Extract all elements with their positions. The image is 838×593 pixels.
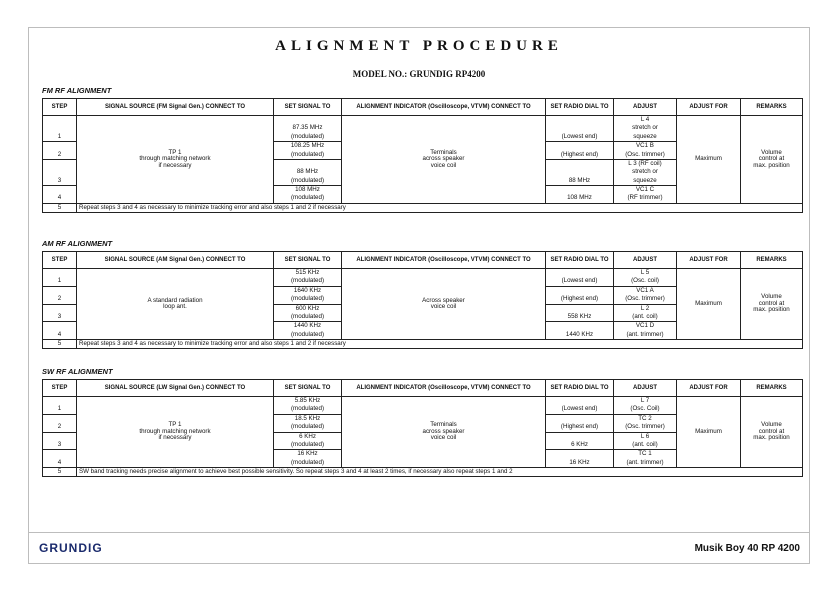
set-signal-cell: 18.5 KHz (274, 414, 342, 423)
set-signal-cell: 16 KHz (274, 450, 342, 459)
dial-cell: (Highest end) (546, 151, 614, 160)
set-signal-cell: (modulated) (274, 405, 342, 414)
signal-source-line: TP 1 (168, 421, 182, 429)
step-cell: 1 (43, 405, 77, 414)
adjust-cell: (Osc. trimmer) (614, 151, 677, 160)
header-adjust-for: ADJUST FOR (677, 99, 741, 116)
set-signal-cell: 515 KHz (274, 269, 342, 278)
set-signal-cell: 88 MHz (274, 168, 342, 176)
step-cell (43, 142, 77, 151)
signal-source-cell (77, 397, 274, 468)
header-row (43, 99, 803, 116)
indicator-cell (342, 397, 546, 468)
set-signal-cell: 108 MHz (274, 186, 342, 195)
set-signal-cell: (modulated) (274, 295, 342, 304)
dial-cell: 558 KHz (546, 313, 614, 322)
remarks-line: max. position (753, 306, 790, 314)
step-cell: 3 (43, 177, 77, 186)
step-cell: 2 (43, 423, 77, 432)
repeat-step: 5 (43, 203, 77, 212)
adjust-cell: L 4 (614, 116, 677, 125)
remarks-cell (741, 269, 803, 340)
header-indicator: ALIGNMENT INDICATOR (Oscilloscope, VTVM) CONNECT TO (342, 252, 546, 269)
signal-source-line: through matching network (139, 155, 211, 163)
signal-source-cell (77, 269, 274, 340)
dial-cell (546, 414, 614, 423)
remarks-line: control at (758, 155, 785, 163)
signal-source-line: TP 1 (168, 148, 182, 156)
adjust-cell: L 6 (614, 432, 677, 441)
footer-divider (28, 532, 810, 533)
dial-cell: (Lowest end) (546, 405, 614, 414)
adjust-cell: (RF trimmer) (614, 195, 677, 204)
indicator-line: voice coil (430, 434, 457, 442)
step-cell (43, 159, 77, 168)
remarks-line: Volume (761, 148, 782, 156)
header-dial: SET RADIO DIAL TO (546, 252, 614, 269)
dial-cell: (Highest end) (546, 295, 614, 304)
adjust-for-cell: Maximum (677, 269, 741, 340)
indicator-line: across speaker (422, 427, 465, 435)
signal-source-line: through matching network (139, 427, 211, 435)
dial-cell: (Highest end) (546, 423, 614, 432)
step-cell (43, 450, 77, 459)
header-indicator: ALIGNMENT INDICATOR (Oscilloscope, VTVM) CONNECT TO (342, 380, 546, 397)
set-signal-cell: 600 KHz (274, 304, 342, 313)
header-row (43, 380, 803, 397)
adjust-for-cell: Maximum (677, 397, 741, 468)
adjust-cell: (ant. trimmer) (614, 331, 677, 340)
model-number: MODEL NO.: GRUNDIG RP4200 (352, 69, 486, 79)
step-cell (43, 414, 77, 423)
step-cell (43, 286, 77, 295)
dial-cell (546, 269, 614, 278)
header-adjust: ADJUST (614, 380, 677, 397)
dial-cell: 88 MHz (546, 177, 614, 186)
step-cell: 4 (43, 195, 77, 204)
signal-source-line: if necessary (158, 434, 192, 442)
step-cell (43, 116, 77, 125)
set-signal-cell: (modulated) (274, 195, 342, 204)
remarks-cell (741, 116, 803, 204)
indicator-line: Terminals (430, 148, 457, 156)
header-signal-source: SIGNAL SOURCE (AM Signal Gen.) CONNECT TO (77, 252, 274, 269)
header-adjust-for: ADJUST FOR (677, 380, 741, 397)
am-alignment-table (42, 251, 803, 349)
dial-cell (546, 116, 614, 125)
header-step: STEP (43, 380, 77, 397)
step-cell (43, 304, 77, 313)
indicator-cell (342, 116, 546, 204)
dial-cell: (Lowest end) (546, 133, 614, 142)
table-row (43, 397, 803, 406)
adjust-cell: stretch or (614, 168, 677, 176)
indicator-cell (342, 269, 546, 340)
table-row (43, 116, 803, 125)
repeat-note: SW band tracking needs precise alignment to achieve best possible sensitivity. So repeat steps 3 and 4 at least 2 times, if necessary also repeat steps 1 and 2 (77, 468, 803, 477)
indicator-line: voice coil (430, 303, 457, 311)
adjust-cell: (Osc. Coil) (614, 405, 677, 414)
header-set-signal: SET SIGNAL TO (274, 99, 342, 116)
repeat-note: Repeat steps 3 and 4 as necessary to minimize tracking error and also steps 1 and 2 if necessary (77, 340, 803, 349)
signal-source-line: loop ant. (163, 303, 187, 311)
adjust-cell: (ant. coil) (614, 441, 677, 450)
step-cell (43, 168, 77, 176)
set-signal-cell: (modulated) (274, 151, 342, 160)
indicator-line: Terminals (430, 421, 457, 429)
dial-cell (546, 186, 614, 195)
step-cell: 2 (43, 151, 77, 160)
dial-cell: (Lowest end) (546, 277, 614, 286)
adjust-cell: (Osc. trimmer) (614, 423, 677, 432)
step-cell (43, 124, 77, 132)
adjust-cell: L 3 (RF coil) (614, 159, 677, 168)
set-signal-cell: (modulated) (274, 277, 342, 286)
dial-cell (546, 450, 614, 459)
remarks-line: Volume (761, 293, 782, 301)
adjust-cell: VC1 B (614, 142, 677, 151)
adjust-cell: L 7 (614, 397, 677, 406)
dial-cell: 108 MHz (546, 195, 614, 204)
set-signal-cell: 6 KHz (274, 432, 342, 441)
fm-section-title: FM RF ALIGNMENT (42, 86, 112, 95)
remarks-line: control at (758, 427, 785, 435)
adjust-cell: (ant. trimmer) (614, 459, 677, 468)
header-dial: SET RADIO DIAL TO (546, 99, 614, 116)
dial-cell (546, 142, 614, 151)
adjust-cell: L 5 (614, 269, 677, 278)
header-adjust: ADJUST (614, 99, 677, 116)
remarks-line: max. position (753, 161, 790, 169)
header-remarks: REMARKS (741, 380, 803, 397)
signal-source-line: if necessary (158, 161, 192, 169)
header-step: STEP (43, 99, 77, 116)
dial-cell: 1440 KHz (546, 331, 614, 340)
set-signal-cell: (modulated) (274, 441, 342, 450)
header-signal-source: SIGNAL SOURCE (FM Signal Gen.) CONNECT TO (77, 99, 274, 116)
dial-cell (546, 432, 614, 441)
adjust-cell: TC 2 (614, 414, 677, 423)
set-signal-cell (274, 159, 342, 168)
adjust-cell: L 2 (614, 304, 677, 313)
repeat-row (43, 340, 803, 349)
step-cell: 3 (43, 441, 77, 450)
adjust-cell: (ant. coil) (614, 313, 677, 322)
page-title: ALIGNMENT PROCEDURE (275, 38, 563, 54)
header-remarks: REMARKS (741, 99, 803, 116)
dial-cell (546, 168, 614, 176)
step-cell: 1 (43, 133, 77, 142)
sw-alignment-table (42, 379, 803, 477)
dial-cell (546, 322, 614, 331)
header-set-signal: SET SIGNAL TO (274, 380, 342, 397)
header-dial: SET RADIO DIAL TO (546, 380, 614, 397)
dial-cell (546, 304, 614, 313)
repeat-note: Repeat steps 3 and 4 as necessary to minimize tracking error and also steps 1 and 2 if necessary (77, 203, 803, 212)
set-signal-cell: 87.35 MHz (274, 124, 342, 132)
header-signal-source: SIGNAL SOURCE (LW Signal Gen.) CONNECT TO (77, 380, 274, 397)
dial-cell: 16 KHz (546, 459, 614, 468)
step-cell: 4 (43, 459, 77, 468)
step-cell: 1 (43, 277, 77, 286)
step-cell: 3 (43, 313, 77, 322)
signal-source-cell (77, 116, 274, 204)
header-indicator: ALIGNMENT INDICATOR (Oscilloscope, VTVM) CONNECT TO (342, 99, 546, 116)
remarks-line: control at (758, 299, 785, 307)
repeat-row (43, 203, 803, 212)
step-cell (43, 269, 77, 278)
step-cell (43, 186, 77, 195)
set-signal-cell: (modulated) (274, 177, 342, 186)
sw-section-title: SW RF ALIGNMENT (42, 367, 113, 376)
brand-logo: GRUNDIG (39, 541, 103, 555)
adjust-cell: VC1 C (614, 186, 677, 195)
set-signal-cell: (modulated) (274, 313, 342, 322)
set-signal-cell: 5.85 KHz (274, 397, 342, 406)
adjust-cell: squeeze (614, 133, 677, 142)
dial-cell (546, 397, 614, 406)
set-signal-cell: (modulated) (274, 423, 342, 432)
set-signal-cell: 1640 KHz (274, 286, 342, 295)
set-signal-cell: (modulated) (274, 133, 342, 142)
footer-model: Musik Boy 40 RP 4200 (694, 543, 800, 554)
repeat-step: 5 (43, 468, 77, 477)
header-step: STEP (43, 252, 77, 269)
adjust-cell: VC1 A (614, 286, 677, 295)
adjust-cell: squeeze (614, 177, 677, 186)
am-section-title: AM RF ALIGNMENT (42, 239, 113, 248)
set-signal-cell: (modulated) (274, 331, 342, 340)
remarks-cell (741, 397, 803, 468)
adjust-cell: (Osc. trimmer) (614, 295, 677, 304)
header-remarks: REMARKS (741, 252, 803, 269)
header-adjust-for: ADJUST FOR (677, 252, 741, 269)
step-cell: 4 (43, 331, 77, 340)
signal-source-line: A standard radiation (147, 296, 203, 304)
dial-cell (546, 286, 614, 295)
dial-cell (546, 124, 614, 132)
fm-alignment-table (42, 98, 803, 213)
step-cell (43, 432, 77, 441)
remarks-line: Volume (761, 421, 782, 429)
indicator-line: across speaker (422, 155, 465, 163)
indicator-line: Across speaker (422, 296, 465, 304)
adjust-for-cell: Maximum (677, 116, 741, 204)
set-signal-cell: (modulated) (274, 459, 342, 468)
step-cell (43, 397, 77, 406)
set-signal-cell: 108.25 MHz (274, 142, 342, 151)
remarks-line: max. position (753, 434, 790, 442)
table-row (43, 269, 803, 278)
header-row (43, 252, 803, 269)
dial-cell: 6 KHz (546, 441, 614, 450)
set-signal-cell: 1440 KHz (274, 322, 342, 331)
dial-cell (546, 159, 614, 168)
set-signal-cell (274, 116, 342, 125)
step-cell: 2 (43, 295, 77, 304)
adjust-cell: stretch or (614, 124, 677, 132)
step-cell (43, 322, 77, 331)
adjust-cell: VC1 D (614, 322, 677, 331)
repeat-step: 5 (43, 340, 77, 349)
header-set-signal: SET SIGNAL TO (274, 252, 342, 269)
adjust-cell: (Osc. coil) (614, 277, 677, 286)
header-adjust: ADJUST (614, 252, 677, 269)
indicator-line: voice coil (430, 161, 457, 169)
adjust-cell: TC 1 (614, 450, 677, 459)
repeat-row (43, 468, 803, 477)
